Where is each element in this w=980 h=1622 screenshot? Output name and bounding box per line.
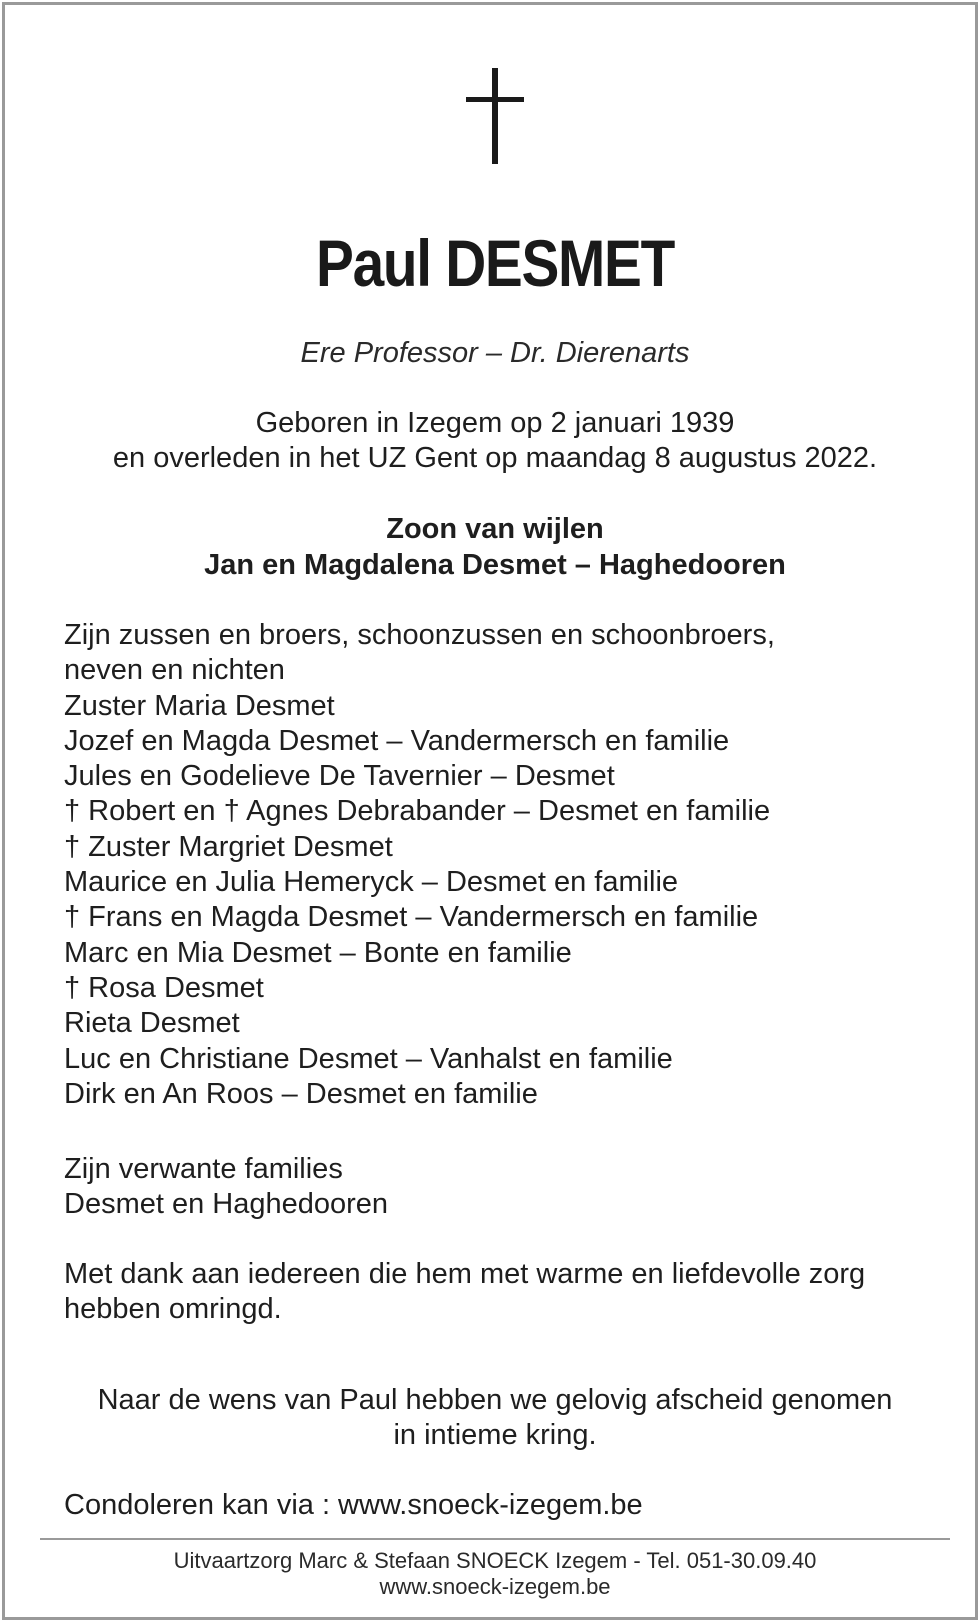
related-families-intro: Zijn verwante families xyxy=(64,1153,343,1185)
family-line: Zijn zussen en broers, schoonzussen en schoonbroers, xyxy=(64,619,775,651)
related-families-names: Desmet en Haghedooren xyxy=(64,1188,389,1221)
parents-intro: Zoon van wijlen xyxy=(386,513,604,545)
family-line: Jozef en Magda Desmet – Vandermersch en familie xyxy=(64,724,730,757)
family-line: Marc en Mia Desmet – Bonte en familie xyxy=(64,936,572,969)
thanks-line: hebben omringd. xyxy=(64,1293,282,1326)
parents-names: Jan en Magdalena Desmet – Haghedooren xyxy=(204,549,786,581)
undertaker-website: www.snoeck-izegem.be xyxy=(379,1574,611,1599)
condolences-line: Condoleren kan via : www.snoeck-izegem.be xyxy=(64,1489,643,1521)
family-line: † Zuster Margriet Desmet xyxy=(64,830,393,863)
deceased-title: Ere Professor – Dr. Dierenarts xyxy=(300,337,690,369)
wish-line: in intieme kring. xyxy=(393,1419,597,1451)
family-line: Zuster Maria Desmet xyxy=(64,689,335,722)
family-line: Luc en Christiane Desmet – Vanhalst en familie xyxy=(64,1042,673,1075)
birth-death-info xyxy=(5,406,980,476)
deceased-name: Paul DESMET xyxy=(316,226,674,300)
family-line: Rieta Desmet xyxy=(64,1007,240,1040)
birth-line: Geboren in Izegem op 2 januari 1939 xyxy=(255,407,735,439)
parents-info xyxy=(5,511,980,583)
farewell-wish xyxy=(5,1383,980,1453)
family-line: Maurice en Julia Hemeryck – Desmet en familie xyxy=(64,866,679,899)
thanks-message xyxy=(64,1257,944,1328)
condolences-info xyxy=(64,1488,944,1523)
undertaker-info: Uitvaartzorg Marc & Stefaan SNOECK Izegem - Tel. 051-30.09.40 xyxy=(173,1548,817,1573)
family-line: Jules en Godelieve De Tavernier – Desmet xyxy=(64,760,615,793)
family-line: Dirk en An Roos – Desmet en familie xyxy=(64,1077,538,1110)
family-line: † Robert en † Agnes Debrabander – Desmet en familie xyxy=(64,795,771,828)
footer-divider xyxy=(40,1538,950,1540)
family-list xyxy=(64,618,944,1112)
related-families xyxy=(64,1152,944,1223)
footer xyxy=(5,1548,980,1600)
family-line: † Frans en Magda Desmet – Vandermersch en familie xyxy=(64,901,759,934)
wish-line: Naar de wens van Paul hebben we gelovig afscheid genomen xyxy=(97,1384,893,1416)
death-line: en overleden in het UZ Gent op maandag 8 augustus 2022. xyxy=(112,442,878,474)
family-line: neven en nichten xyxy=(64,654,285,687)
cross-icon xyxy=(466,68,524,164)
thanks-line: Met dank aan iedereen die hem met warme en liefdevolle zorg xyxy=(64,1258,866,1290)
family-line: † Rosa Desmet xyxy=(64,971,264,1004)
obituary-card xyxy=(2,2,978,1620)
